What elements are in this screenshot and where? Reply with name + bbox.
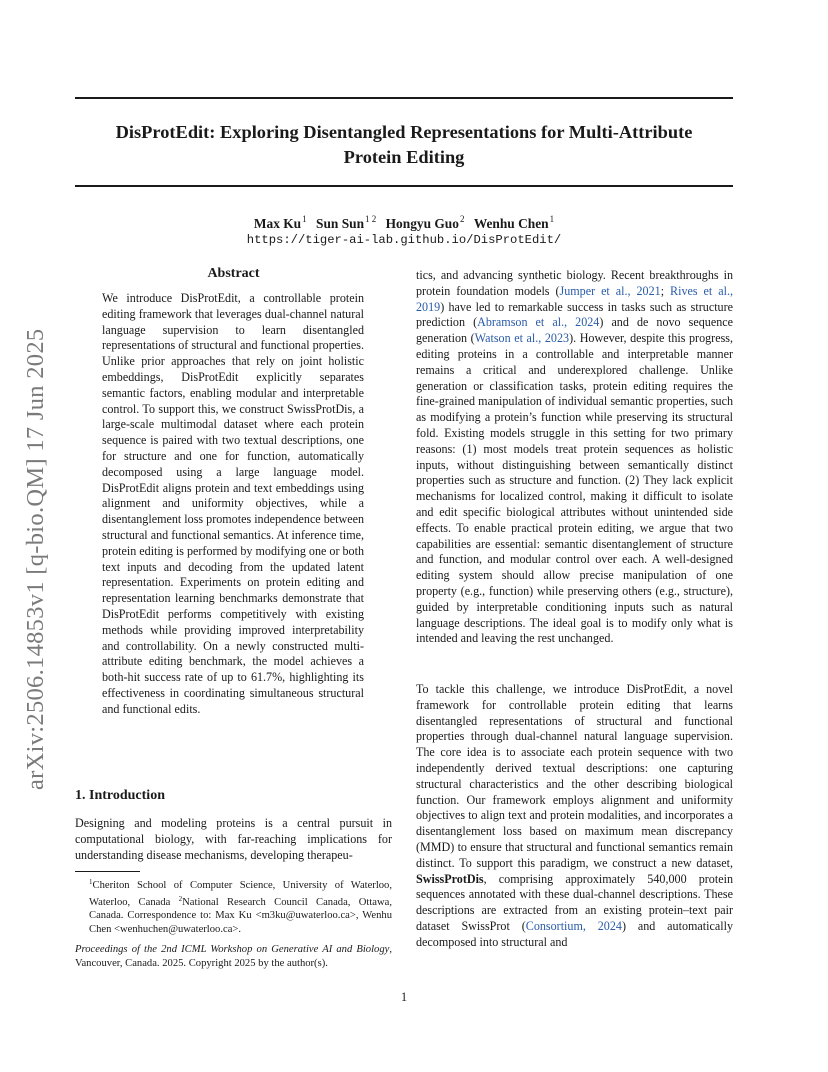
abstract-heading: Abstract [207,266,260,281]
abstract-text: We introduce DisProtEdit, a controllable protein editing framework that leverages dual-channel natural language supervision to learn disentangled representations of structural and functional properties. Unlike prior approaches that rely on joint holistic embeddings, DisProtEdit explicitly separates semantic factors, enabling modular and interpretable control. To support this, we construct SwissProtDis, a large-scale multimodal dataset where each protein sequence is paired with two textual descriptions, one for structure and one for function, automatically decomposed using a large language model. DisProtEdit aligns protein and text embeddings using alignment and uniformity objectives, while a disentanglement loss promotes independence between structural and functional semantics. At inference time, protein editing is performed by modifying one or both text inputs and decoding from the updated latent representation. Experiments on protein editing and representation learning benchmarks demonstrate that DisProtEdit performs competitively with existing methods while providing improved interpretability and controllability. On a newly constructed multi-attribute editing benchmark, the model achieves a both-hit success rate of up to 61.7%, highlighting its effectiveness in coordinating simultaneous structural and functional edits. [102,291,364,716]
citation-link[interactable]: Consortium, 2024 [525,918,622,933]
paper-title-line1: DisProtEdit: Exploring Disentangled Representations for Multi-Attribute [115,122,693,142]
project-url[interactable]: https://tiger-ai-lab.github.io/DisProtEdit/ [246,233,562,247]
page-number: 1 [400,990,408,1004]
arxiv-identifier: arXiv:2506.14853v1 [q-bio.QM] 17 Jun 2025 [22,328,49,790]
affiliation-footnote: $^1$Cheriton School of Computer Science, University of Waterloo, Waterloo, Canada $^2$National Research Council Canada, Ottawa, Canada. Correspondence to: Max Ku <m3ku@uwaterloo.ca>, Wenhu Chen <wenhuchen@uwaterloo.ca>. [89,878,392,935]
intro-paragraph-right-1: tics, and advancing synthetic biology. Recent breakthroughs in protein foundation models (Jumper et al., 2021; Rives et al., 2019) have led to remarkable success in tasks such as structure prediction (Abramson et al., 2024) and de novo sequence generation (Watson et al., 2023). However, despite this progress, editing proteins in a controllable and interpretable manner remains a critical and underexplored challenge. Unlike generation or classification tasks, protein editing requires the fine-grained manipulation of individual semantic properties, such as modifying a protein’s function while preserving its structural fold. Existing models struggle in this setting for two primary reasons: (1) most models treat protein sequences as holistic inputs, without distinguishing between semantically distinct properties such as structure and function. (2) They lack explicit mechanisms for localized control, making it difficult to isolate and edit specific biological attributes without unintended side effects. To enable practical protein editing, we argue that two capabilities are essential: semantic disentanglement of structure and function, and modular control over each. A well-designed editing system should allow precise manipulation of one property (e.g., function) while preserving others (e.g., structure), guided by interpretable conditioning inputs such as natural language descriptions. The ideal goal is to modify only what is intended and leaving the rest unchanged. [416,268,734,646]
footnote-rule [75,871,140,872]
paper-title [75,120,733,170]
intro-paragraph-right-2: To tackle this challenge, we introduce DisProtEdit, a novel framework for controllable protein editing that learns disentangled representations of structural and functional properties through dual-channel natural language supervision. The core idea is to associate each protein sequence with two independently derived textual descriptions: one capturing structural characteristics and the other describing biological function. Our framework employs alignment and uniformity objectives to align text and protein modalities, and incorporates a disentanglement loss based on maximum mean discrepancy (MMD) to ensure that structural and functional semantics remain distinct. To support this paradigm, we construct a new dataset, SwissProtDis, comprising approximately 540,000 protein sequences annotated with these dual-channel descriptions. These descriptions are extracted from an existing protein–text pair dataset SwissProt (Consortium, 2024) and automatically decomposed into structural and [416,682,734,949]
author-list [75,214,733,232]
author: Hongyu Guo$^2$ [385,214,465,231]
intro-paragraph-left: Designing and modeling proteins is a central pursuit in computational biology, with far-reaching implications for understanding disease mechanisms, developing therapeu- [75,816,392,862]
citation-link[interactable]: Jumper et al., 2021 [559,283,661,298]
citation-link[interactable]: Rives et al., 2019 [416,283,733,314]
citation-link[interactable]: Abramson et al., 2024 [477,315,600,330]
section-heading-introduction: 1. Introduction [75,788,165,803]
title-rule-bottom [75,185,733,187]
title-rule-top [75,97,733,99]
dataset-name: SwissProtDis [416,871,484,886]
proceedings-note: Proceedings of the 2nd ICML Workshop on Generative AI and Biology, Vancouver, Canada. 2025. Copyright 2025 by the author(s). [75,944,392,969]
author: Max Ku$^1$ [253,214,307,231]
author: Sun Sun$^{1 2}$ [316,214,377,231]
author: Wenhu Chen$^1$ [473,214,555,231]
citation-link[interactable]: Watson et al., 2023 [474,331,570,346]
paper-title-line2: Protein Editing [343,147,465,167]
